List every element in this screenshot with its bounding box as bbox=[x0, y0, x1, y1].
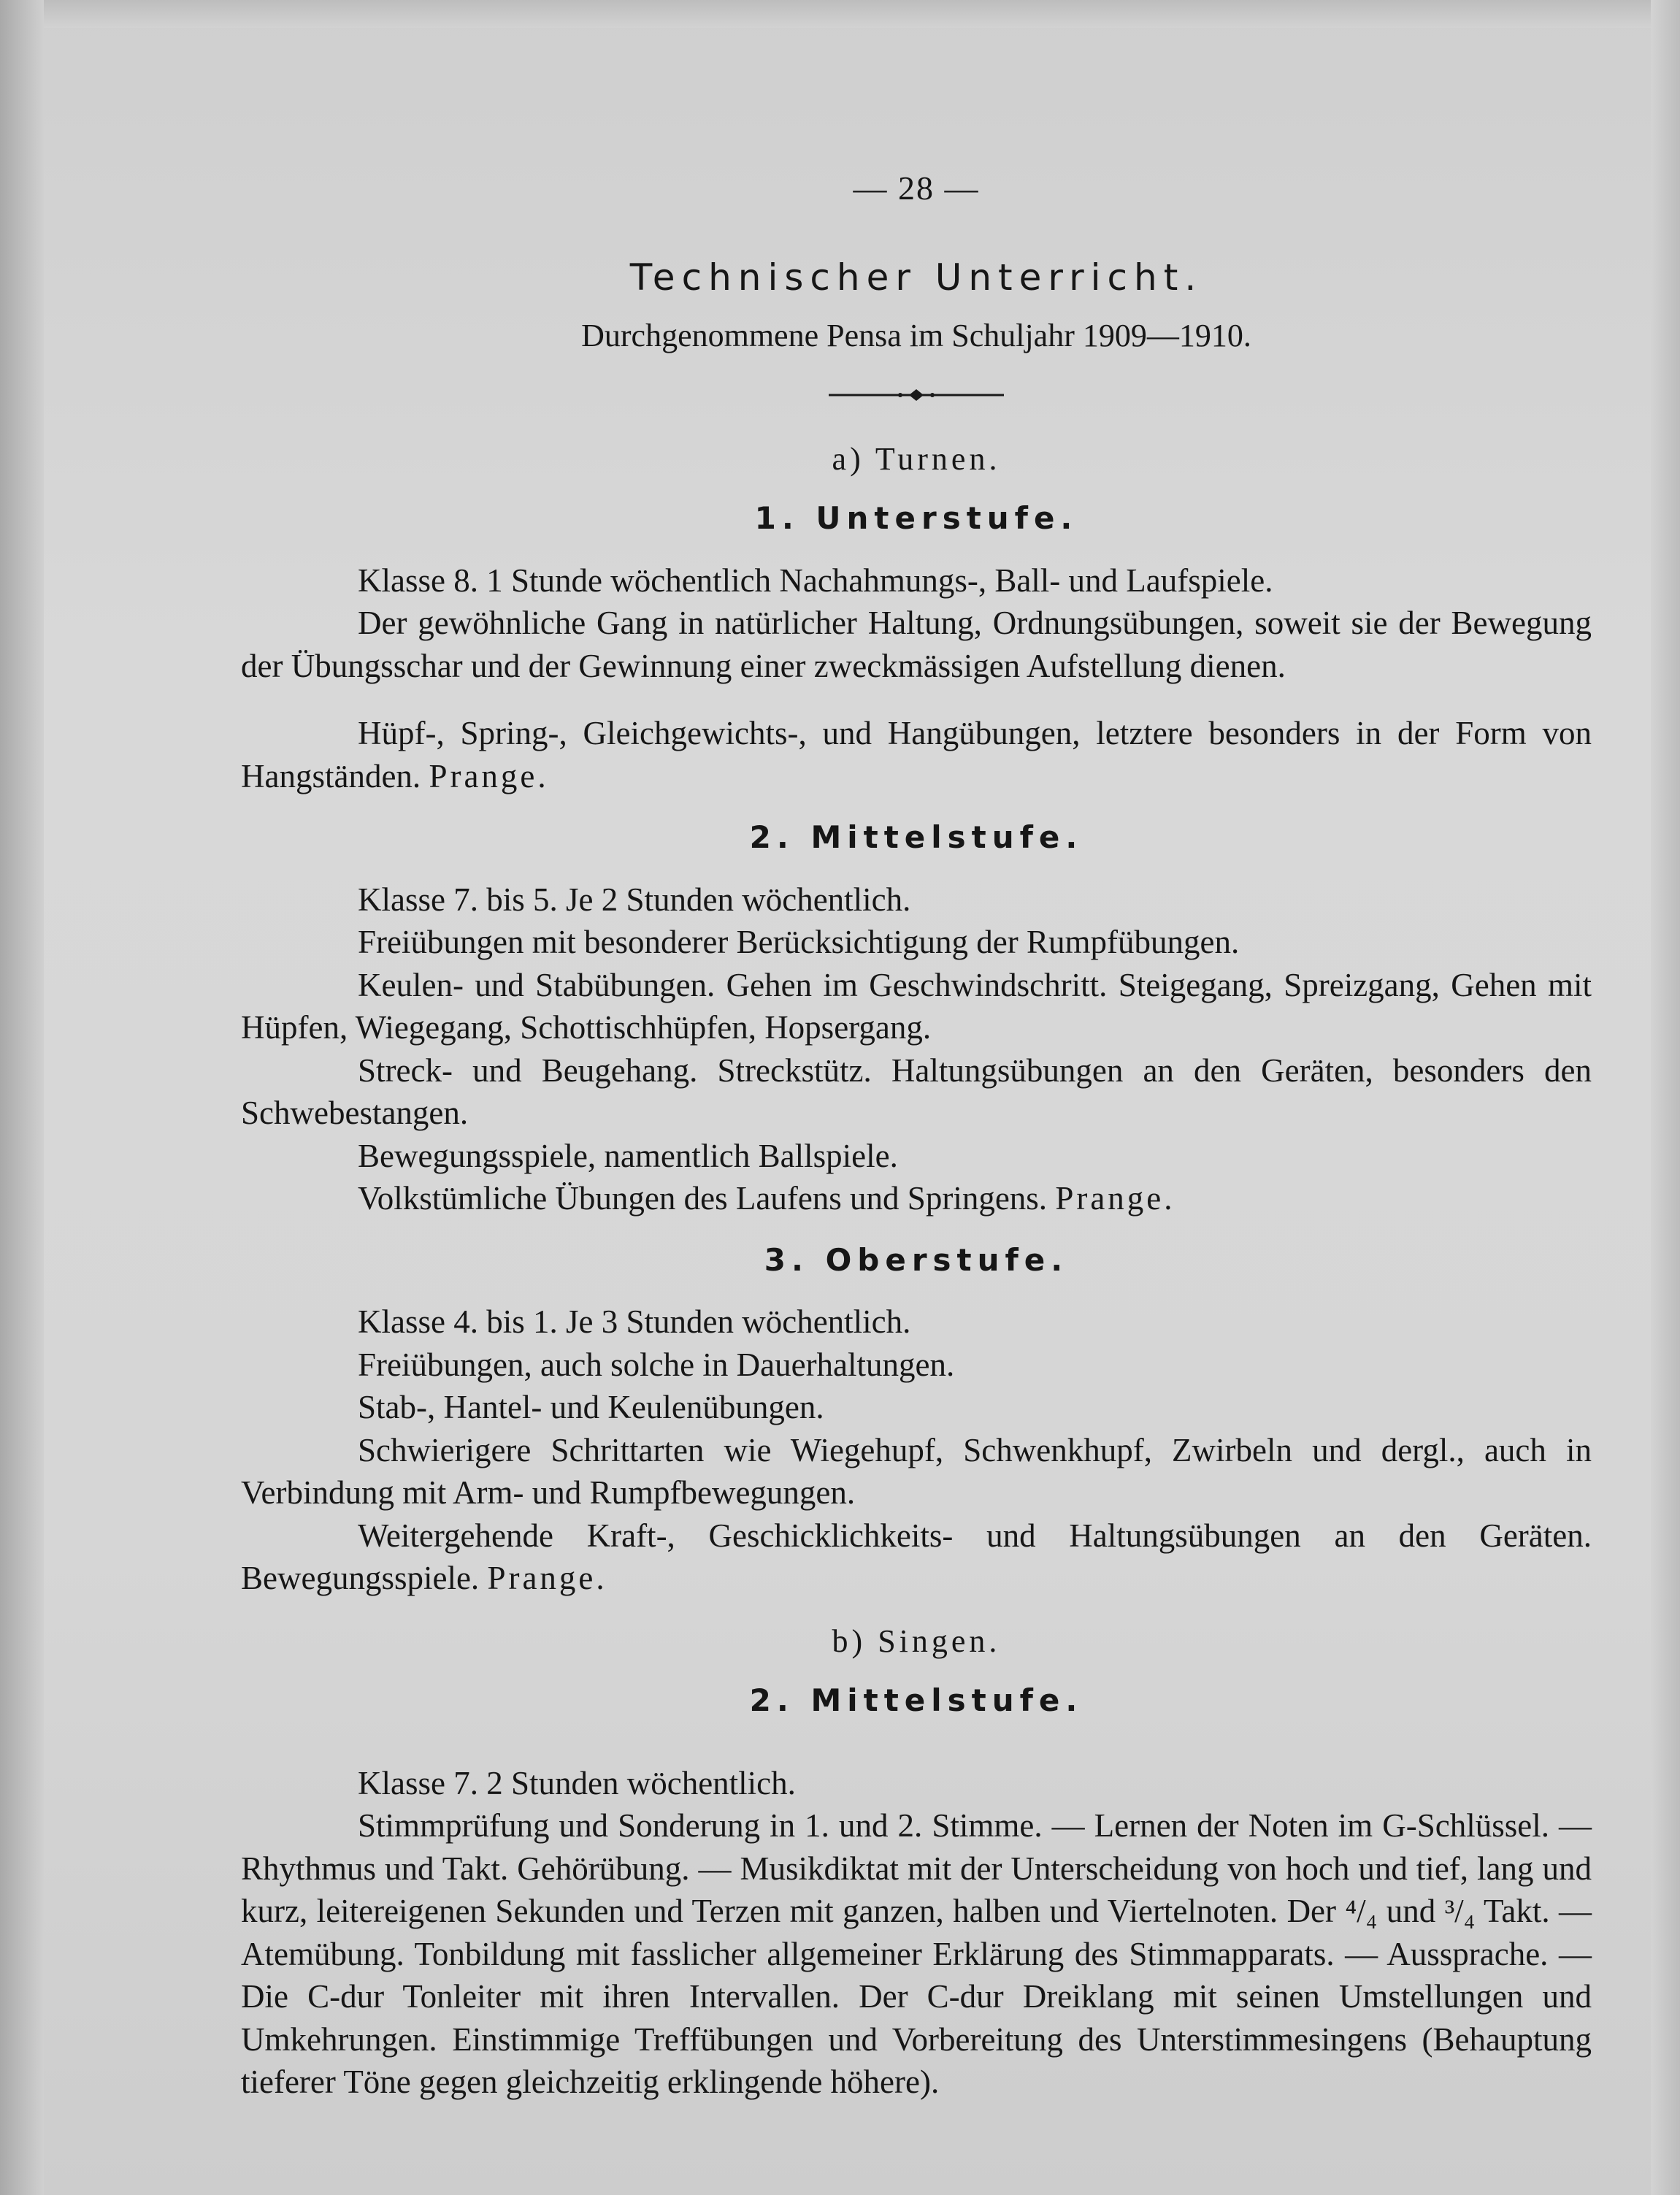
turnen-unterstufe-p2-para bbox=[241, 712, 1592, 797]
turnen-mittelstufe-p5: Volkstümliche Übungen des Laufens und Springens. bbox=[358, 1180, 1048, 1217]
section-heading-singen: b) Singen. bbox=[832, 1623, 1001, 1659]
singen-mittelstufe-p1: Stimmprüfung und Sonderung in 1. und 2. Stimme. — Lernen der Noten im G-Schlüssel. — Rhythmus und Takt. Gehörübung. — Musikdiktat mit der Unterscheidung von hoch und tief, lang und kurz, leitereigenen Sekunden und Terzen mit ganzen, halben und Viertelnoten. Der ⁴/₄ und ³/₄ Takt. — Atemübung. Tonbildung mit fasslicher allgemeiner Erklärung des Stimmapparats. — Aussprache. — Die C-dur Tonleiter mit ihren Intervallen. Der C-dur Dreiklang mit seinen Umstellungen und Umkehrungen. Einstimmige Treffübungen und Vorbereitung des Unterstimmesingens (Behauptung tieferer Töne gegen gleichzeitig erklingende höhere). bbox=[241, 1807, 1592, 2101]
turnen-oberstufe-p2: Stab-, Hantel- und Keulenübungen. bbox=[358, 1389, 824, 1426]
singen-mittelstufe-klasse: Klasse 7. 2 Stunden wöchentlich. bbox=[358, 1764, 796, 1801]
turnen-unterstufe-heading: 1. Unterstufe. bbox=[754, 500, 1078, 537]
turnen-oberstufe-p4-para bbox=[241, 1514, 1592, 1600]
turnen-unterstufe-p1: Der gewöhnliche Gang in natürlicher Haltung, Ordnungsübungen, soweit sie der Bewegung der Übungsschar und der Gewinnung einer zweckmässigen Aufstellung dienen. bbox=[241, 605, 1592, 684]
turnen-mittelstufe-p2: Keulen- und Stabübungen. Gehen im Geschwindschritt. Steigegang, Spreizgang, Gehen mit Hüpfen, Wiegegang, Schottischhüpfen, Hopsergang. bbox=[241, 966, 1592, 1046]
ornament-divider bbox=[829, 387, 1004, 403]
singen-mittelstufe-heading: 2. Mittelstufe. bbox=[749, 1682, 1083, 1719]
turnen-unterstufe-teacher: Prange. bbox=[429, 757, 549, 794]
page-edge-right bbox=[1651, 0, 1680, 2195]
page-number: — 28 — bbox=[853, 169, 980, 207]
turnen-mittelstufe-p5-para bbox=[241, 1177, 1592, 1220]
page-edge-left bbox=[0, 0, 44, 2195]
turnen-mittelstufe-teacher: Prange. bbox=[1055, 1180, 1175, 1217]
turnen-unterstufe-p2: Hüpf-, Spring-, Gleichgewichts-, und Hangübungen, letztere besonders in der Form von Hangständen. bbox=[241, 715, 1592, 794]
turnen-mittelstufe-heading: 2. Mittelstufe. bbox=[749, 819, 1083, 856]
page-content bbox=[241, 166, 1592, 2104]
page-title: Technischer Unterricht. bbox=[629, 256, 1203, 299]
turnen-unterstufe-klasse: Klasse 8. 1 Stunde wöchentlich Nachahmungs-, Ball- und Laufspiele. bbox=[358, 562, 1273, 599]
page-subtitle: Durchgenommene Pensa im Schuljahr 1909—1910. bbox=[581, 317, 1251, 353]
section-heading-turnen: a) Turnen. bbox=[832, 440, 1001, 477]
turnen-oberstufe-p1: Freiübungen, auch solche in Dauerhaltungen. bbox=[358, 1346, 955, 1383]
page-edge-top bbox=[0, 0, 1680, 28]
turnen-oberstufe-p3: Schwierigere Schrittarten wie Wiegehupf, Schwenkhupf, Zwirbeln und dergl., auch in Verbindung mit Arm- und Rumpfbewegungen. bbox=[241, 1431, 1592, 1512]
turnen-mittelstufe-p3: Streck- und Beugehang. Streckstütz. Haltungsübungen an den Geräten, besonders den Schwebestangen. bbox=[241, 1051, 1592, 1132]
turnen-mittelstufe-p1: Freiübungen mit besonderer Berücksichtigung der Rumpfübungen. bbox=[358, 924, 1240, 961]
turnen-oberstufe-p4: Weitergehende Kraft-, Geschicklichkeits- und Haltungsübungen an den Geräten. Bewegungsspiele. bbox=[241, 1517, 1592, 1597]
turnen-mittelstufe-p4: Bewegungsspiele, namentlich Ballspiele. bbox=[358, 1137, 898, 1174]
turnen-oberstufe-klasse: Klasse 4. bis 1. Je 3 Stunden wöchentlich. bbox=[358, 1303, 911, 1341]
turnen-oberstufe-teacher: Prange. bbox=[487, 1560, 607, 1597]
turnen-mittelstufe-klasse: Klasse 7. bis 5. Je 2 Stunden wöchentlich. bbox=[358, 881, 911, 918]
turnen-oberstufe-heading: 3. Oberstufe. bbox=[764, 1241, 1069, 1278]
